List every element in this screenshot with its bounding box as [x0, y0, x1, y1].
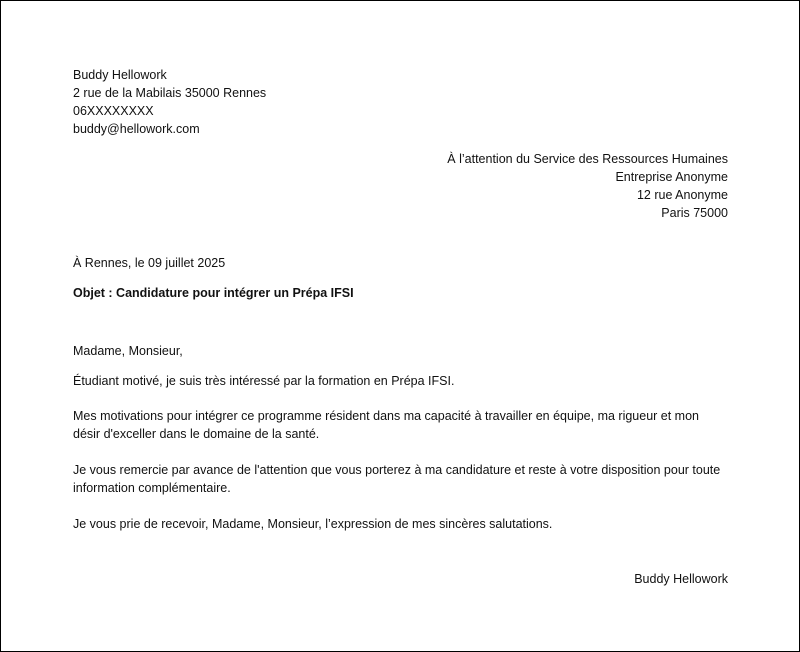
- sender-address: 2 rue de la Mabilais 35000 Rennes: [73, 86, 267, 100]
- signature: Buddy Hellowork: [634, 572, 728, 586]
- salutation: Madame, Monsieur,: [73, 344, 183, 358]
- recipient-street: 12 rue Anonyme: [636, 188, 728, 202]
- sender-email: buddy@hellowork.com: [73, 122, 200, 136]
- paragraph-3: Je vous remercie par avance de l'attention que vous porterez à ma candidature et reste à votre disposition pour toute information complémentaire.: [73, 463, 721, 495]
- paragraph-4: Je vous prie de recevoir, Madame, Monsieur, l’expression de mes sincères salutations.: [73, 517, 553, 531]
- sender-block: [73, 66, 728, 138]
- paragraph-2: Mes motivations pour intégrer ce programme résident dans ma capacité à travailler en équipe, ma rigueur et mon désir d'exceller dans le domaine de la santé.: [73, 409, 700, 441]
- sender-phone: 06XXXXXXXX: [73, 104, 154, 118]
- recipient-block: [73, 150, 728, 222]
- paragraph-1: Étudiant motivé, je suis très intéressé par la formation en Prépa IFSI.: [73, 374, 455, 388]
- recipient-attention: À l’attention du Service des Ressources Humaines: [447, 152, 728, 166]
- sender-name: Buddy Hellowork: [73, 68, 167, 82]
- recipient-company: Entreprise Anonyme: [615, 170, 728, 184]
- subject-line: Objet : Candidature pour intégrer un Prépa IFSI: [73, 286, 354, 300]
- date-line: À Rennes, le 09 juillet 2025: [73, 256, 226, 270]
- recipient-city: Paris 75000: [661, 206, 728, 220]
